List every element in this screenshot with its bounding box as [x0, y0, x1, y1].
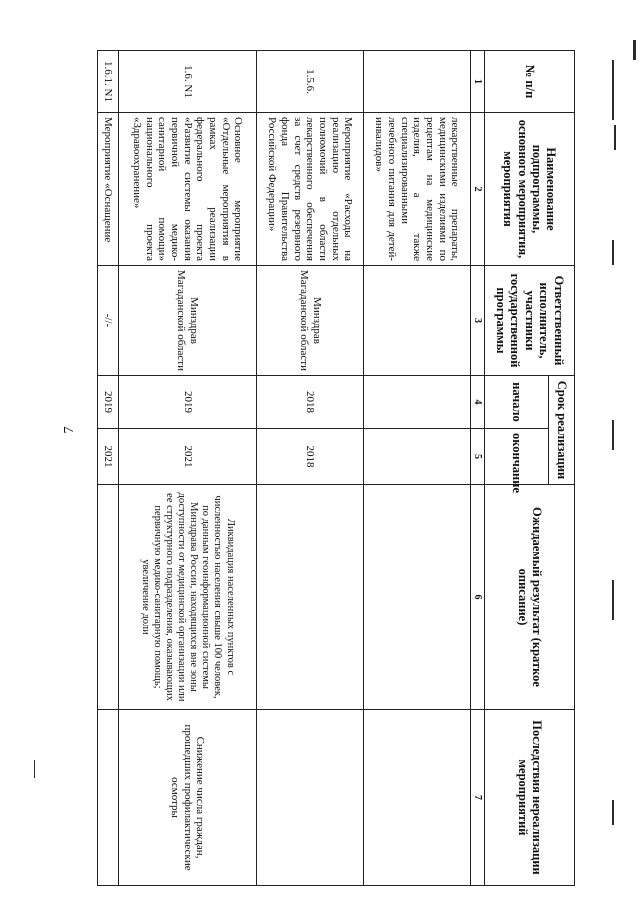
scan-mark [34, 760, 35, 778]
row-consequences [364, 710, 470, 886]
table-row [364, 51, 470, 886]
program-measures-table [97, 50, 575, 886]
row-consequences [256, 710, 364, 886]
row-result [364, 485, 470, 710]
row-consequences: Снижение числа граждан, прошедших профилактические осмотры [118, 710, 256, 886]
row-executor: -//- [98, 266, 119, 376]
header-period: Срок реализации [548, 376, 574, 485]
row-name: Мероприятие «Оснащение [98, 113, 119, 266]
row-num: 1.6.1. N1 [98, 51, 119, 113]
header-result: Ожидаемый результат (краткое описание) [485, 485, 575, 710]
table-row [256, 51, 364, 886]
row-start [364, 376, 470, 429]
scan-mark [612, 420, 614, 450]
row-executor: Минздрав Магаданской области [118, 266, 256, 376]
column-number: 2 [470, 113, 485, 266]
column-number: 1 [470, 51, 485, 113]
row-num [364, 51, 470, 113]
row-end: 2021 [118, 429, 256, 485]
column-number: 6 [470, 485, 485, 710]
header-row-1 [548, 51, 574, 886]
row-name: лекарственные препараты, медицинскими изделиями по рецептам на медицинские изделия, а также специализированными лечебного питания для детей-инвалидов» [364, 113, 470, 266]
table-row [118, 51, 256, 886]
column-number: 7 [470, 710, 485, 886]
page-number: 7 [62, 426, 77, 434]
row-name: Мероприятие «Расходы на реализацию отдельных полномочий в области лекарственного обеспечения за счет средств резервного фонда Правительства Российской Федерации» [256, 113, 364, 266]
row-start: 2018 [256, 376, 364, 429]
column-number: 3 [470, 266, 485, 376]
header-consequences: Последствия нереализации мероприятий [485, 710, 575, 886]
row-start: 2019 [118, 376, 256, 429]
scan-mark [612, 240, 614, 265]
row-num: 1.5.6. [256, 51, 364, 113]
scan-mark [614, 125, 616, 150]
header-end: окончание [485, 429, 549, 485]
row-start: 2019 [98, 376, 119, 429]
row-end: 2018 [256, 429, 364, 485]
column-number-row [470, 51, 485, 886]
scan-mark [633, 40, 636, 60]
header-start: начало [485, 376, 549, 429]
scan-mark [612, 800, 614, 825]
row-executor [364, 266, 470, 376]
column-number: 4 [470, 376, 485, 429]
scan-mark [612, 580, 614, 620]
header-num: № п/п [485, 51, 575, 113]
row-result: Ликвидация населенных пунктов с численностью населения свыше 100 человек, по данным геоинформационной системы Минздрава России, находящихся вне зоны доступности от медицинской организации или ее структурного подразделения, оказывающих первичную медико-санитарную помощь; увеличение доли [118, 485, 256, 710]
table-row [98, 51, 119, 886]
row-result [256, 485, 364, 710]
header-executor: Ответственный исполнитель, участники государственной программы [485, 266, 575, 376]
row-num: 1.6. N1 [118, 51, 256, 113]
row-executor: Минздрав Магаданской области [256, 266, 364, 376]
rotated-table-container [97, 50, 575, 885]
row-end [364, 429, 470, 485]
row-consequences [98, 710, 119, 886]
header-name: Наименование подпрограммы, основного мероприятия, мероприятия [485, 113, 575, 266]
row-end: 2021 [98, 429, 119, 485]
column-number: 5 [470, 429, 485, 485]
row-name: Основное мероприятие «Отдельные мероприятия в рамках реализации федерального проекта «Развитие системы оказания первичной медико-санитарной помощи» национального проекта «Здравоохранение» [118, 113, 256, 266]
scan-mark [612, 60, 614, 120]
row-result [98, 485, 119, 710]
